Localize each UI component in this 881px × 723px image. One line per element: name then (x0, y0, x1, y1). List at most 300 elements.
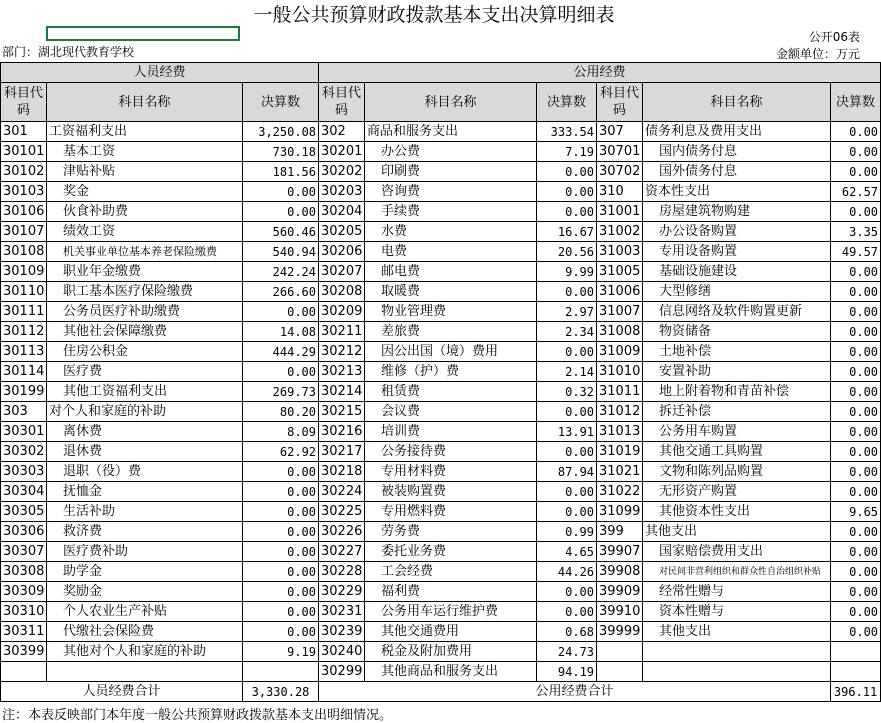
header-name: 科目名称 (47, 83, 243, 122)
amount-cell[interactable]: 80.20 (243, 402, 319, 422)
amount-cell[interactable]: 4.65 (537, 542, 597, 562)
total-personnel-value: 3,330.28 (243, 682, 319, 702)
amount-cell[interactable]: 0.00 (243, 302, 319, 322)
subject-code[interactable]: 31005 (597, 262, 643, 282)
subject-code[interactable]: 39908 (597, 562, 643, 582)
header-name: 科目名称 (365, 83, 537, 122)
amount-cell[interactable]: 0.00 (537, 502, 597, 522)
amount-cell[interactable]: 0.00 (831, 562, 881, 582)
subject-name[interactable]: 公务员医疗补助缴费 (47, 302, 243, 322)
subject-code[interactable]: 31006 (597, 282, 643, 302)
subject-code[interactable]: 31012 (597, 402, 643, 422)
subject-code[interactable]: 30212 (319, 342, 365, 362)
amount-cell[interactable]: 3,250.08 (243, 122, 319, 142)
amount-cell[interactable]: 0.00 (831, 202, 881, 222)
amount-cell[interactable]: 9.19 (243, 642, 319, 662)
subject-name[interactable]: 医疗费 (47, 362, 243, 382)
subject-code[interactable]: 30111 (1, 302, 47, 322)
subject-code[interactable]: 30299 (319, 662, 365, 682)
amount-cell[interactable]: 0.00 (831, 262, 881, 282)
subject-name[interactable]: 个人农业生产补贴 (47, 602, 243, 622)
amount-cell[interactable]: 0.00 (537, 582, 597, 602)
subject-code[interactable]: 30109 (1, 262, 47, 282)
table-row (1, 442, 881, 462)
subject-name[interactable]: 文物和陈列品购置 (643, 462, 831, 482)
amount-cell[interactable]: 9.65 (831, 502, 881, 522)
amount-cell[interactable]: 0.00 (537, 162, 597, 182)
subject-code[interactable]: 39909 (597, 582, 643, 602)
amount-cell[interactable]: 0.00 (243, 182, 319, 202)
table-row (1, 222, 881, 242)
subject-code[interactable]: 31019 (597, 442, 643, 462)
amount-cell[interactable]: 94.19 (537, 662, 597, 682)
total-personnel-label: 人员经费合计 (1, 682, 243, 702)
subject-name[interactable]: 土地补偿 (643, 342, 831, 362)
subject-code[interactable]: 30302 (1, 442, 47, 462)
selected-cell[interactable] (46, 26, 240, 41)
subject-name[interactable]: 被装购置费 (365, 482, 537, 502)
subject-name[interactable]: 对民间非营利组织和群众性自治组织补贴 (643, 562, 831, 582)
amount-cell[interactable]: 0.00 (537, 342, 597, 362)
amount-cell[interactable] (831, 642, 881, 662)
table-row (1, 322, 881, 342)
subject-name[interactable]: 电费 (365, 242, 537, 262)
subject-name[interactable]: 其他支出 (643, 522, 831, 542)
footnote: 注：本表反映部门本年度一般公共预算财政拨款基本支出明细情况。 (2, 708, 393, 723)
group-public: 公用经费 (319, 63, 881, 83)
subject-name[interactable]: 维修（护）费 (365, 362, 537, 382)
amount-cell[interactable]: 0.00 (831, 282, 881, 302)
amount-cell[interactable]: 0.00 (831, 602, 881, 622)
subject-name[interactable]: 水费 (365, 222, 537, 242)
subject-name[interactable]: 税金及附加费用 (365, 642, 537, 662)
amount-cell[interactable]: 7.19 (537, 142, 597, 162)
subject-code[interactable]: 30203 (319, 182, 365, 202)
subject-name[interactable]: 经常性赠与 (643, 582, 831, 602)
subject-name[interactable]: 医疗费补助 (47, 542, 243, 562)
subject-code[interactable]: 30307 (1, 542, 47, 562)
amount-cell[interactable]: 0.00 (537, 202, 597, 222)
subject-code[interactable]: 30308 (1, 562, 47, 582)
subject-name[interactable]: 公务接待费 (365, 442, 537, 462)
subject-code[interactable]: 31007 (597, 302, 643, 322)
amount-cell[interactable]: 0.00 (831, 462, 881, 482)
subject-name[interactable]: 其他支出 (643, 622, 831, 642)
amount-cell[interactable]: 2.34 (537, 322, 597, 342)
subject-code[interactable]: 30239 (319, 622, 365, 642)
subject-name[interactable]: 离休费 (47, 422, 243, 442)
amount-cell[interactable]: 444.29 (243, 342, 319, 362)
subject-name[interactable]: 地上附着物和青苗补偿 (643, 382, 831, 402)
amount-cell[interactable]: 560.46 (243, 222, 319, 242)
subject-name[interactable]: 助学金 (47, 562, 243, 582)
amount-cell[interactable]: 0.00 (831, 162, 881, 182)
subject-code[interactable]: 30108 (1, 242, 47, 262)
subject-code[interactable]: 30226 (319, 522, 365, 542)
subject-code[interactable]: 30204 (319, 202, 365, 222)
subject-code[interactable]: 30214 (319, 382, 365, 402)
subject-code[interactable]: 30112 (1, 322, 47, 342)
amount-cell[interactable]: 0.99 (537, 522, 597, 542)
subject-name[interactable]: 伙食补助费 (47, 202, 243, 222)
total-public-label: 公用经费合计 (319, 682, 831, 702)
table-row (1, 502, 881, 522)
subject-code[interactable]: 30216 (319, 422, 365, 442)
subject-code[interactable]: 30304 (1, 482, 47, 502)
amount-cell[interactable]: 0.00 (831, 542, 881, 562)
subject-code[interactable]: 30102 (1, 162, 47, 182)
amount-cell[interactable]: 0.00 (537, 282, 597, 302)
amount-cell[interactable]: 333.54 (537, 122, 597, 142)
subject-name[interactable]: 大型修缮 (643, 282, 831, 302)
subject-name[interactable]: 劳务费 (365, 522, 537, 542)
table-row (1, 402, 881, 422)
subject-name[interactable]: 其他资本性支出 (643, 502, 831, 522)
amount-cell[interactable]: 0.00 (243, 502, 319, 522)
amount-cell[interactable]: 0.00 (537, 482, 597, 502)
amount-cell[interactable]: 13.91 (537, 422, 597, 442)
subject-name[interactable]: 其他交通费用 (365, 622, 537, 642)
subject-code[interactable]: 31009 (597, 342, 643, 362)
subject-code[interactable]: 30306 (1, 522, 47, 542)
subject-name[interactable]: 其他商品和服务支出 (365, 662, 537, 682)
subject-code[interactable]: 30228 (319, 562, 365, 582)
amount-cell[interactable]: 9.99 (537, 262, 597, 282)
amount-cell[interactable] (243, 662, 319, 682)
subject-code[interactable]: 30213 (319, 362, 365, 382)
amount-cell[interactable]: 0.68 (537, 622, 597, 642)
subject-code[interactable]: 301 (1, 122, 47, 142)
header-amount: 决算数 (831, 83, 881, 122)
subject-name[interactable]: 基础设施建设 (643, 262, 831, 282)
subject-code[interactable] (597, 662, 643, 682)
subject-code[interactable]: 31013 (597, 422, 643, 442)
amount-cell[interactable]: 0.00 (831, 302, 881, 322)
subject-name[interactable]: 退职（役）费 (47, 462, 243, 482)
amount-cell[interactable]: 49.57 (831, 242, 881, 262)
amount-cell[interactable]: 0.00 (243, 562, 319, 582)
subject-code[interactable]: 30207 (319, 262, 365, 282)
amount-cell[interactable]: 3.35 (831, 222, 881, 242)
subject-code[interactable]: 31021 (597, 462, 643, 482)
amount-cell[interactable]: 0.00 (831, 402, 881, 422)
amount-cell[interactable]: 8.09 (243, 422, 319, 442)
subject-code[interactable]: 30199 (1, 382, 47, 402)
table-row (1, 562, 881, 582)
form-number: 公开06表 (808, 30, 860, 44)
table-row (1, 242, 881, 262)
subject-code[interactable]: 39907 (597, 542, 643, 562)
subject-code[interactable]: 30399 (1, 642, 47, 662)
subject-name[interactable]: 房屋建筑物购建 (643, 202, 831, 222)
subject-name[interactable] (643, 662, 831, 682)
subject-code[interactable]: 30303 (1, 462, 47, 482)
amount-cell[interactable]: 0.00 (831, 482, 881, 502)
amount-cell[interactable]: 0.00 (831, 442, 881, 462)
amount-cell[interactable]: 0.00 (831, 382, 881, 402)
subject-name[interactable]: 邮电费 (365, 262, 537, 282)
table-row (1, 462, 881, 482)
amount-cell[interactable]: 16.67 (537, 222, 597, 242)
amount-cell[interactable]: 62.57 (831, 182, 881, 202)
subject-name[interactable]: 其他社会保障缴费 (47, 322, 243, 342)
subject-code[interactable]: 399 (597, 522, 643, 542)
table-row (1, 182, 881, 202)
report-title: 一般公共预算财政拨款基本支出决算明细表 (253, 4, 615, 26)
amount-cell[interactable]: 242.24 (243, 262, 319, 282)
amount-cell[interactable]: 44.26 (537, 562, 597, 582)
table-row (1, 142, 881, 162)
header-amount: 决算数 (243, 83, 319, 122)
subject-code[interactable]: 303 (1, 402, 47, 422)
subject-code[interactable]: 30310 (1, 602, 47, 622)
subject-code[interactable]: 30218 (319, 462, 365, 482)
subject-name[interactable]: 安置补助 (643, 362, 831, 382)
subject-name[interactable]: 资本性支出 (643, 182, 831, 202)
table-row (1, 122, 881, 142)
subject-name[interactable]: 工会经费 (365, 562, 537, 582)
subject-name[interactable]: 福利费 (365, 582, 537, 602)
subject-code[interactable]: 307 (597, 122, 643, 142)
subject-code[interactable]: 310 (597, 182, 643, 202)
subject-code[interactable]: 30206 (319, 242, 365, 262)
amount-cell[interactable] (831, 662, 881, 682)
subject-name[interactable]: 职业年金缴费 (47, 262, 243, 282)
amount-cell[interactable]: 0.00 (831, 422, 881, 442)
subject-code[interactable]: 31008 (597, 322, 643, 342)
subject-code[interactable]: 30224 (319, 482, 365, 502)
subject-name[interactable]: 咨询费 (365, 182, 537, 202)
subject-code[interactable]: 30301 (1, 422, 47, 442)
amount-cell[interactable]: 0.00 (537, 602, 597, 622)
amount-cell[interactable]: 20.56 (537, 242, 597, 262)
subject-code[interactable] (597, 642, 643, 662)
subject-name[interactable]: 代缴社会保险费 (47, 622, 243, 642)
amount-cell[interactable]: 0.00 (537, 182, 597, 202)
table-row (1, 522, 881, 542)
header-amount: 决算数 (537, 83, 597, 122)
header-code: 科目代码 (597, 83, 643, 122)
header-name: 科目名称 (643, 83, 831, 122)
subject-name[interactable]: 对个人和家庭的补助 (47, 402, 243, 422)
subject-name[interactable]: 国内债务付息 (643, 142, 831, 162)
table-row (1, 482, 881, 502)
amount-cell[interactable]: 2.14 (537, 362, 597, 382)
subject-name[interactable]: 其他工资福利支出 (47, 382, 243, 402)
table-row (1, 362, 881, 382)
amount-cell[interactable]: 62.92 (243, 442, 319, 462)
table-row (1, 422, 881, 442)
subject-name[interactable]: 津贴补贴 (47, 162, 243, 182)
subject-name[interactable]: 工资福利支出 (47, 122, 243, 142)
subject-name[interactable]: 机关事业单位基本养老保险缴费 (47, 242, 243, 262)
subject-name[interactable]: 物资储备 (643, 322, 831, 342)
subject-name[interactable]: 资本性赠与 (643, 602, 831, 622)
amount-cell[interactable]: 0.00 (243, 202, 319, 222)
subject-code[interactable]: 30110 (1, 282, 47, 302)
subject-code[interactable]: 30205 (319, 222, 365, 242)
subject-code[interactable]: 39999 (597, 622, 643, 642)
subject-code[interactable]: 30229 (319, 582, 365, 602)
department-label: 部门：湖北现代教育学校 (2, 45, 135, 59)
subject-name[interactable] (643, 642, 831, 662)
subject-code[interactable]: 30701 (597, 142, 643, 162)
amount-cell[interactable]: 0.00 (831, 142, 881, 162)
subject-code[interactable]: 31003 (597, 242, 643, 262)
subject-name[interactable]: 租赁费 (365, 382, 537, 402)
subject-code[interactable] (1, 662, 47, 682)
subject-code[interactable]: 30231 (319, 602, 365, 622)
subject-code[interactable]: 30209 (319, 302, 365, 322)
subject-name[interactable]: 无形资产购置 (643, 482, 831, 502)
table-row (1, 622, 881, 642)
subject-name[interactable]: 救济费 (47, 522, 243, 542)
subject-name[interactable]: 因公出国（境）费用 (365, 342, 537, 362)
subject-name[interactable]: 国家赔偿费用支出 (643, 542, 831, 562)
amount-cell[interactable]: 0.00 (831, 322, 881, 342)
subject-code[interactable]: 30225 (319, 502, 365, 522)
unit-label: 金额单位：万元 (775, 47, 860, 61)
subject-code[interactable]: 30113 (1, 342, 47, 362)
subject-code[interactable]: 31010 (597, 362, 643, 382)
subject-name[interactable]: 职工基本医疗保险缴费 (47, 282, 243, 302)
amount-cell[interactable]: 0.32 (537, 382, 597, 402)
subject-name[interactable]: 培训费 (365, 422, 537, 442)
subject-name[interactable]: 公务用车购置 (643, 422, 831, 442)
table-row (1, 542, 881, 562)
header-code: 科目代码 (1, 83, 47, 122)
subject-code[interactable]: 30211 (319, 322, 365, 342)
amount-cell[interactable]: 266.60 (243, 282, 319, 302)
amount-cell[interactable]: 0.00 (831, 622, 881, 642)
table-row (1, 662, 881, 682)
expenditure-table (0, 62, 881, 702)
subject-name[interactable]: 其他交通工具购置 (643, 442, 831, 462)
amount-cell[interactable]: 87.94 (537, 462, 597, 482)
subject-name[interactable]: 其他对个人和家庭的补助 (47, 642, 243, 662)
amount-cell[interactable]: 0.00 (537, 402, 597, 422)
header-code: 科目代码 (319, 83, 365, 122)
subject-name[interactable]: 国外债务付息 (643, 162, 831, 182)
subject-name[interactable]: 办公设备购置 (643, 222, 831, 242)
subject-name[interactable]: 取暖费 (365, 282, 537, 302)
amount-cell[interactable]: 0.00 (243, 462, 319, 482)
subject-code[interactable]: 30309 (1, 582, 47, 602)
table-row (1, 382, 881, 402)
subject-name[interactable]: 住房公积金 (47, 342, 243, 362)
subject-name[interactable]: 公务用车运行维护费 (365, 602, 537, 622)
amount-cell[interactable]: 0.00 (831, 522, 881, 542)
subject-name[interactable]: 专用材料费 (365, 462, 537, 482)
subject-name[interactable]: 绩效工资 (47, 222, 243, 242)
subject-code[interactable]: 30311 (1, 622, 47, 642)
subject-code[interactable]: 30217 (319, 442, 365, 462)
amount-cell[interactable]: 0.00 (243, 482, 319, 502)
subject-code[interactable]: 31002 (597, 222, 643, 242)
subject-code[interactable]: 31022 (597, 482, 643, 502)
subject-name[interactable]: 信息网络及软件购置更新 (643, 302, 831, 322)
amount-cell[interactable]: 181.56 (243, 162, 319, 182)
subject-name[interactable]: 基本工资 (47, 142, 243, 162)
subject-name[interactable] (47, 662, 243, 682)
amount-cell[interactable]: 0.00 (243, 362, 319, 382)
subject-code[interactable]: 30215 (319, 402, 365, 422)
subject-name[interactable]: 专用设备购置 (643, 242, 831, 262)
subject-name[interactable]: 商品和服务支出 (365, 122, 537, 142)
subject-code[interactable]: 30702 (597, 162, 643, 182)
subject-name[interactable]: 物业管理费 (365, 302, 537, 322)
subject-code[interactable]: 30101 (1, 142, 47, 162)
amount-cell[interactable]: 269.73 (243, 382, 319, 402)
amount-cell[interactable]: 0.00 (243, 602, 319, 622)
amount-cell[interactable]: 0.00 (243, 522, 319, 542)
subject-name[interactable]: 会议费 (365, 402, 537, 422)
amount-cell[interactable]: 0.00 (537, 442, 597, 462)
subject-name[interactable]: 债务利息及费用支出 (643, 122, 831, 142)
subject-name[interactable]: 差旅费 (365, 322, 537, 342)
subject-code[interactable]: 31011 (597, 382, 643, 402)
amount-cell[interactable]: 14.08 (243, 322, 319, 342)
subject-name[interactable]: 生活补助 (47, 502, 243, 522)
subject-code[interactable]: 30114 (1, 362, 47, 382)
subject-code[interactable]: 31001 (597, 202, 643, 222)
subject-name[interactable]: 手续费 (365, 202, 537, 222)
subject-name[interactable]: 办公费 (365, 142, 537, 162)
subject-name[interactable]: 退休费 (47, 442, 243, 462)
subject-code[interactable]: 30208 (319, 282, 365, 302)
amount-cell[interactable]: 0.00 (243, 542, 319, 562)
subject-name[interactable]: 印刷费 (365, 162, 537, 182)
amount-cell[interactable]: 540.94 (243, 242, 319, 262)
subject-code[interactable]: 30240 (319, 642, 365, 662)
table-row (1, 642, 881, 662)
subject-name[interactable]: 奖励金 (47, 582, 243, 602)
amount-cell[interactable]: 0.00 (243, 622, 319, 642)
subject-code[interactable]: 30202 (319, 162, 365, 182)
table-row (1, 342, 881, 362)
table-row (1, 602, 881, 622)
table-row (1, 302, 881, 322)
subject-code[interactable]: 30201 (319, 142, 365, 162)
amount-cell[interactable]: 0.00 (831, 122, 881, 142)
table-row (1, 582, 881, 602)
subject-code[interactable]: 30305 (1, 502, 47, 522)
amount-cell[interactable]: 730.18 (243, 142, 319, 162)
amount-cell[interactable]: 0.00 (831, 362, 881, 382)
subject-code[interactable]: 30227 (319, 542, 365, 562)
amount-cell[interactable]: 0.00 (831, 342, 881, 362)
subject-name[interactable]: 抚恤金 (47, 482, 243, 502)
subject-code[interactable]: 30106 (1, 202, 47, 222)
subject-name[interactable]: 奖金 (47, 182, 243, 202)
subject-name[interactable]: 拆迁补偿 (643, 402, 831, 422)
subject-name[interactable]: 委托业务费 (365, 542, 537, 562)
subject-code[interactable]: 39910 (597, 602, 643, 622)
amount-cell[interactable]: 0.00 (243, 582, 319, 602)
subject-code[interactable]: 30107 (1, 222, 47, 242)
amount-cell[interactable]: 24.73 (537, 642, 597, 662)
table-row (1, 202, 881, 222)
table-row (1, 162, 881, 182)
amount-cell[interactable]: 0.00 (831, 582, 881, 602)
subject-code[interactable]: 31099 (597, 502, 643, 522)
subject-code[interactable]: 30103 (1, 182, 47, 202)
subject-code[interactable]: 302 (319, 122, 365, 142)
subject-name[interactable]: 专用燃料费 (365, 502, 537, 522)
amount-cell[interactable]: 2.97 (537, 302, 597, 322)
total-public-value: 396.11 (831, 682, 881, 702)
table-row (1, 282, 881, 302)
